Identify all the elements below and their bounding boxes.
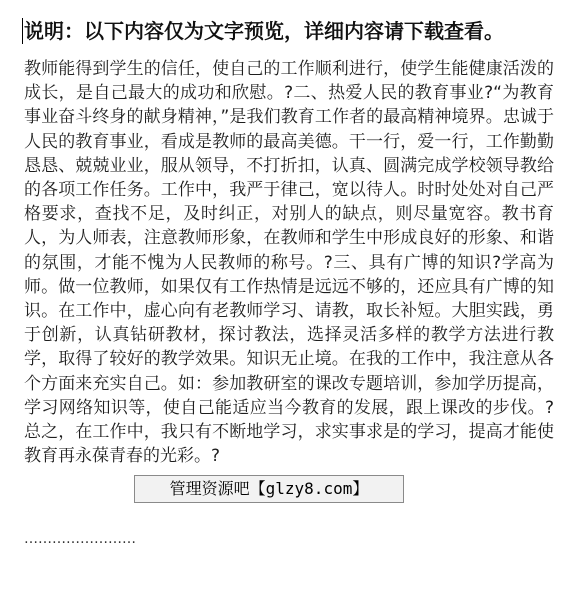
preview-notice: 说明：以下内容仅为文字预览，详细内容请下载查看。 xyxy=(24,19,504,43)
document-body-text: 教师能得到学生的信任，使自己的工作顺利进行，使学生能健康活泼的成长，是自己最大的成功和欣慰。?二、热爱人民的教育事业?“为教育事业奋斗终身的献身精神，”是我们教育工作者的最高精神境界。忠诚于人民的教育事业，看成是教师的最高美德。干一行，爱一行，工作勤勤恳恳、兢兢业业，服从领导，不打折扣，认真、圆满完成学校领导教给的各项工作任务。工作中，我严于律己，宽以待人。时时处处对自己严格要求，查找不足，及时纠正，对别人的缺点，则尽量宽容。教书育人，为人师表，注意教师形象，在教师和学生中形成良好的形象、和谐的氛围，才能不愧为人民教师的称号。?三、具有广博的知识?学高为师。做一位教师，如果仅有工作热情是远远不够的，还应具有广博的知识。在工作中，虚心向有老教师学习、请教，取长补短。大胆实践，勇于创新，认真钻研教材，探讨教法，选择灵活多样的教学方法进行教学，取得了较好的教学效果。知识无止境。在我的工作中，我注意从各个方面来充实自己。如：参加教研室的课改专题培训，参加学历提高，学习网络知识等，使自己能适应当今教育的发展，跟上课改的步伐。?总之，在工作中，我只有不断地学习，求实事求是的学习，提高才能使教育再永葆青春的光彩。? xyxy=(24,59,554,467)
text-cursor xyxy=(22,18,23,44)
continuation-ellipsis: …………………… xyxy=(24,531,136,547)
site-watermark: 管理资源吧【glzy8.com】 xyxy=(134,475,404,503)
